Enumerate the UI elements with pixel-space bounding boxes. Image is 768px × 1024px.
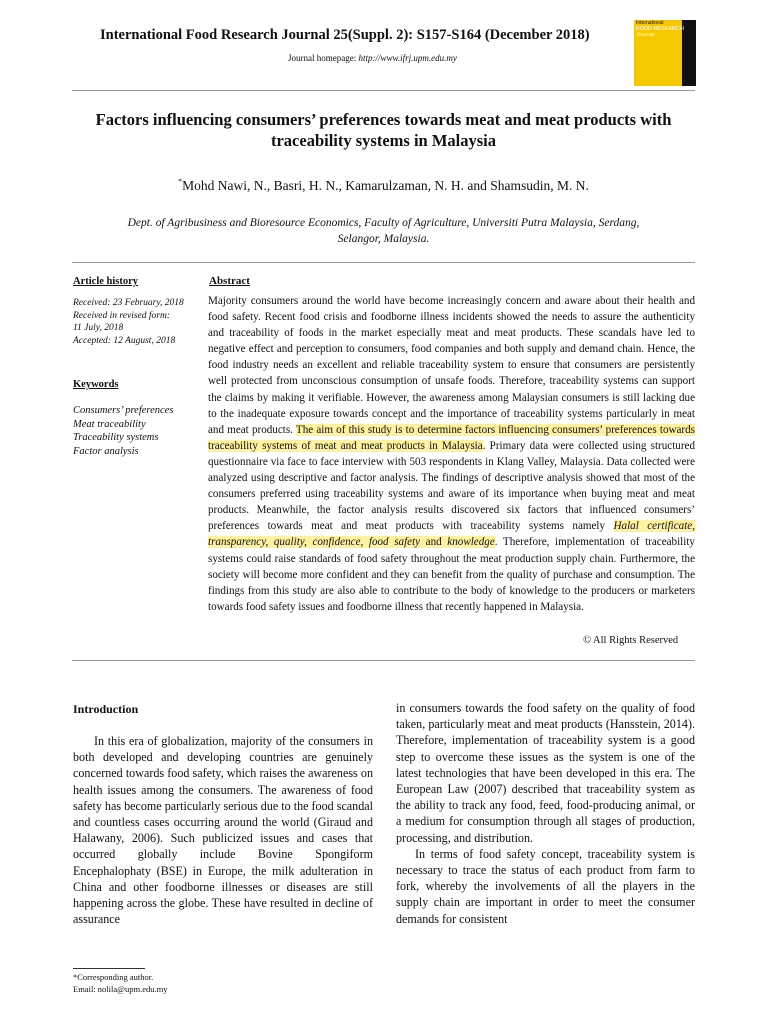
logo-line3: Journal — [636, 31, 655, 38]
abstract-text: . Primary data were collected using structured questionnaire via face to face interview with 503 respondents in Klang Valley, Malaysia. Data collected were analyzed using descriptive and factor analysis. The findings of descriptive analysis showed that most of the consumers preferred using traceability systems and aware of its importance when buying meat and meat products. Meanwhile, the factor analysis results discovered six factors that influenced consumers’ preferences towards meat and meat products with traceability systems namely — [208, 439, 695, 533]
author-names: Mohd Nawi, N., Basri, H. N., Kamarulzaman, N. H. and Shamsudin, M. N. — [182, 178, 589, 193]
article-history — [73, 297, 203, 348]
factor-list: Halal certificate, transparency, quality, confidence, food safety — [208, 520, 695, 549]
accepted-date: Accepted: 12 August, 2018 — [73, 336, 176, 347]
abstract-body — [208, 293, 695, 615]
keyword-item: Consumers’ preferences — [73, 405, 174, 416]
paper-title: Factors influencing consumers’ preferences towards meat and meat products with traceability systems in Malaysia — [95, 110, 672, 150]
introduction-paragraph: In terms of food safety concept, traceability system is necessary to trace the status of each product from farm to fork, whereby the involvements of all the players in the supply chain are important in order to meet the consumer demands for consistent — [396, 846, 695, 926]
copyright-notice: © All Rights Reserved — [583, 635, 679, 646]
affiliation: Dept. of Agribusiness and Bioresource Economics, Faculty of Agriculture, Universiti Putra Malaysia, Serdang, Selangor, Malaysia. — [127, 217, 640, 245]
author-list — [72, 177, 695, 194]
footnote-divider — [73, 968, 145, 969]
journal-homepage — [288, 53, 457, 63]
keyword-item: Meat traceability — [73, 418, 146, 430]
footnote — [73, 971, 167, 995]
abstract-heading: Abstract — [209, 275, 250, 287]
introduction-paragraph: in consumers towards the food safety on the quality of food taken, particularly meat and meat products (Hansstein, 2014). Therefore, implementation of traceability system is a good step to overcome these issues as the system is one of the latest technologies that have been developed in this era. The European Law (2007) described that traceability system as the ability to track any food, feed, food-producing animal, or a medium for consumption through all stages of production, processing, and distribution. — [396, 701, 695, 845]
revised-date: 11 July, 2018 — [73, 323, 124, 334]
logo-text — [636, 27, 694, 38]
keyword-item: Traceability systems — [73, 432, 159, 443]
homepage-label: Journal homepage: — [288, 53, 359, 63]
corresponding-author-note: *Corresponding author. — [73, 972, 154, 982]
logo-line2: FOOD RESEARCH — [636, 26, 684, 32]
section-divider — [72, 262, 695, 263]
introduction-column-left: In this era of globalization, majority of the consumers in both developed and developing countries are genuinely concerned towards food safety, which raises the awareness on health issues among the consumers. The awareness of food safety has become particularly serious due to the food scandal and countless cases occurring around the world (Giraud and Halawany, 2006). Such publicized issues and cases that occurred globally include Bovine Spongiform Encephalophaty (BSE) in Europe, the milk adulteration in China and other foodborne illnesses or diseases are still happening across the globe. These have resulted in decline of assurance — [73, 734, 373, 927]
keywords-heading: Keywords — [73, 379, 119, 390]
received-date: Received: 23 February, 2018 — [73, 298, 184, 308]
abstract-text: . Therefore, implementation of traceability systems could raise standards of food safety throughout the meat production supply chain. Furthermore, the society will become more confident and they can benefit from the quality of purchase and consumption. The findings from this study are also able to contribute to the body of knowledge to the producers or marketers towards food safety issues and foodborne illness that recently happened in Malaysia. — [208, 536, 695, 613]
highlighted-aim: The aim of this study is to determine factors influencing consumers’ preferences towards traceability systems of meat and meat products in Malaysia — [208, 423, 695, 452]
abstract-text: Majority consumers around the world have become increasingly concern and aware about their health and food safety. Recent food crisis and foodborne illness incidents showed the needs to assure the authenticity and traceability of foods in the market especially meat and meat products. These scandals have led to negative effect and perception to consumers, food companies and both supply and demand chain. Hence, the food industry needs an excellent and reliable traceability system to ensure that consumers are persistently well protected from unconscious consumption of unsafe foods. Therefore, traceability systems can support the claims by making it verifiable. However, the awareness among Malaysian consumers is still lacking due to the inadequate exposure towards concept and the importance of traceability systems particularly in meat and meat products. — [208, 295, 695, 436]
keyword-item: Factor analysis — [73, 445, 139, 457]
corresponding-mark: * — [178, 177, 183, 186]
header-divider — [72, 90, 695, 91]
logo-line1: International — [636, 20, 664, 26]
introduction-column-right — [396, 700, 695, 927]
article-history-heading: Article history — [73, 276, 139, 287]
revised-label: Received in revised form: — [73, 310, 170, 321]
homepage-link[interactable]: http://www.ifrj.upm.edu.my — [358, 53, 457, 63]
author-email[interactable]: Email: nolila@upm.edu.my — [73, 984, 168, 994]
abstract-divider — [72, 660, 695, 661]
factor-conjunction: and — [420, 536, 448, 549]
journal-citation: International Food Research Journal 25(Suppl. 2): S157-S164 (December 2018) — [100, 27, 590, 43]
keywords-list — [73, 404, 203, 458]
factor-knowledge: knowledge — [447, 536, 495, 549]
introduction-heading: Introduction — [73, 702, 139, 716]
